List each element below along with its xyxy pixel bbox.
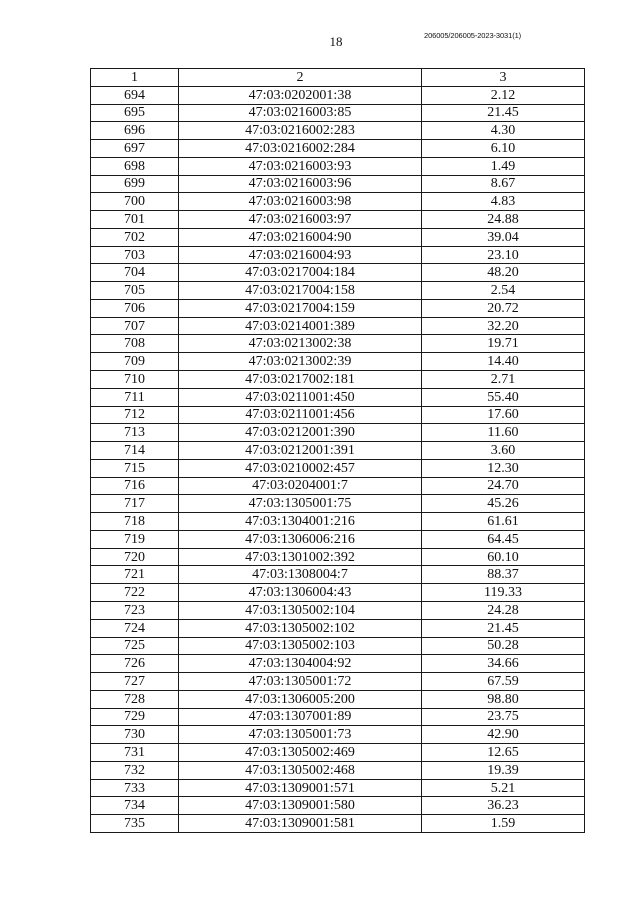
- table-row: [91, 211, 585, 229]
- row-number-cell: 718: [91, 513, 179, 531]
- area-value-cell: 50.28: [422, 637, 585, 655]
- row-number-cell: 715: [91, 459, 179, 477]
- table-row: [91, 264, 585, 282]
- row-number-cell: 723: [91, 601, 179, 619]
- row-number-cell: 710: [91, 371, 179, 389]
- row-number-cell: 733: [91, 779, 179, 797]
- table-row: [91, 690, 585, 708]
- table-row: [91, 584, 585, 602]
- cadastral-number-cell: 47:03:0216003:97: [179, 211, 422, 229]
- cadastral-number-cell: 47:03:1304004:92: [179, 655, 422, 673]
- table-row: [91, 299, 585, 317]
- area-value-cell: 98.80: [422, 690, 585, 708]
- table-row: [91, 601, 585, 619]
- cadastral-number-cell: 47:03:0217004:184: [179, 264, 422, 282]
- cadastral-number-cell: 47:03:1305002:103: [179, 637, 422, 655]
- table-row: [91, 655, 585, 673]
- row-number-cell: 705: [91, 282, 179, 300]
- area-value-cell: 19.39: [422, 761, 585, 779]
- cadastral-number-cell: 47:03:0210002:457: [179, 459, 422, 477]
- table-row: [91, 175, 585, 193]
- area-value-cell: 119.33: [422, 584, 585, 602]
- row-number-cell: 698: [91, 157, 179, 175]
- area-value-cell: 3.60: [422, 442, 585, 460]
- table-header-row: [91, 69, 585, 87]
- cadastral-number-cell: 47:03:0216003:85: [179, 104, 422, 122]
- table-row: [91, 282, 585, 300]
- cadastral-number-cell: 47:03:0216004:90: [179, 228, 422, 246]
- cadastral-number-cell: 47:03:1309001:581: [179, 815, 422, 833]
- area-value-cell: 24.28: [422, 601, 585, 619]
- column-header-3: 3: [422, 69, 585, 87]
- column-header-1: 1: [91, 69, 179, 87]
- table-row: [91, 122, 585, 140]
- cadastral-number-cell: 47:03:1305002:469: [179, 744, 422, 762]
- table-row: [91, 246, 585, 264]
- table-row: [91, 424, 585, 442]
- table-row: [91, 335, 585, 353]
- table-row: [91, 388, 585, 406]
- area-value-cell: 2.71: [422, 371, 585, 389]
- row-number-cell: 708: [91, 335, 179, 353]
- row-number-cell: 730: [91, 726, 179, 744]
- table-row: [91, 548, 585, 566]
- row-number-cell: 700: [91, 193, 179, 211]
- cadastral-number-cell: 47:03:1301002:392: [179, 548, 422, 566]
- page-number: 18: [329, 34, 343, 49]
- cadastral-number-cell: 47:03:1305002:104: [179, 601, 422, 619]
- area-value-cell: 45.26: [422, 495, 585, 513]
- cadastral-number-cell: 47:03:0217002:181: [179, 371, 422, 389]
- area-value-cell: 88.37: [422, 566, 585, 584]
- row-number-cell: 735: [91, 815, 179, 833]
- table-row: [91, 86, 585, 104]
- row-number-cell: 716: [91, 477, 179, 495]
- cadastral-number-cell: 47:03:0216003:96: [179, 175, 422, 193]
- table-row: [91, 104, 585, 122]
- row-number-cell: 699: [91, 175, 179, 193]
- area-value-cell: 60.10: [422, 548, 585, 566]
- table-row: [91, 637, 585, 655]
- area-value-cell: 21.45: [422, 104, 585, 122]
- cadastral-number-cell: 47:03:1304001:216: [179, 513, 422, 531]
- table-row: [91, 140, 585, 158]
- area-value-cell: 42.90: [422, 726, 585, 744]
- row-number-cell: 709: [91, 353, 179, 371]
- area-value-cell: 23.10: [422, 246, 585, 264]
- area-value-cell: 17.60: [422, 406, 585, 424]
- area-value-cell: 1.59: [422, 815, 585, 833]
- table-row: [91, 442, 585, 460]
- table-row: [91, 726, 585, 744]
- table-row: [91, 477, 585, 495]
- cadastral-number-cell: 47:03:0216003:98: [179, 193, 422, 211]
- table-row: [91, 228, 585, 246]
- area-value-cell: 8.67: [422, 175, 585, 193]
- row-number-cell: 707: [91, 317, 179, 335]
- area-value-cell: 12.30: [422, 459, 585, 477]
- cadastral-number-cell: 47:03:0204001:7: [179, 477, 422, 495]
- row-number-cell: 719: [91, 530, 179, 548]
- area-value-cell: 5.21: [422, 779, 585, 797]
- table-row: [91, 708, 585, 726]
- row-number-cell: 696: [91, 122, 179, 140]
- table-row: [91, 797, 585, 815]
- cadastral-number-cell: 47:03:1306005:200: [179, 690, 422, 708]
- area-value-cell: 6.10: [422, 140, 585, 158]
- table-row: [91, 353, 585, 371]
- cadastral-number-cell: 47:03:0202001:38: [179, 86, 422, 104]
- cadastral-number-cell: 47:03:0216002:283: [179, 122, 422, 140]
- cadastral-table: [90, 68, 585, 833]
- cadastral-number-cell: 47:03:0212001:391: [179, 442, 422, 460]
- area-value-cell: 67.59: [422, 673, 585, 691]
- area-value-cell: 2.12: [422, 86, 585, 104]
- cadastral-number-cell: 47:03:1309001:571: [179, 779, 422, 797]
- table-row: [91, 371, 585, 389]
- row-number-cell: 712: [91, 406, 179, 424]
- area-value-cell: 39.04: [422, 228, 585, 246]
- area-value-cell: 12.65: [422, 744, 585, 762]
- area-value-cell: 21.45: [422, 619, 585, 637]
- table-row: [91, 673, 585, 691]
- table-row: [91, 459, 585, 477]
- table-row: [91, 193, 585, 211]
- area-value-cell: 55.40: [422, 388, 585, 406]
- table-row: [91, 815, 585, 833]
- table-row: [91, 619, 585, 637]
- row-number-cell: 728: [91, 690, 179, 708]
- area-value-cell: 24.88: [422, 211, 585, 229]
- cadastral-number-cell: 47:03:0213002:38: [179, 335, 422, 353]
- row-number-cell: 727: [91, 673, 179, 691]
- row-number-cell: 725: [91, 637, 179, 655]
- row-number-cell: 697: [91, 140, 179, 158]
- table-row: [91, 495, 585, 513]
- area-value-cell: 11.60: [422, 424, 585, 442]
- cadastral-number-cell: 47:03:1305002:468: [179, 761, 422, 779]
- row-number-cell: 701: [91, 211, 179, 229]
- row-number-cell: 731: [91, 744, 179, 762]
- row-number-cell: 714: [91, 442, 179, 460]
- cadastral-number-cell: 47:03:1306004:43: [179, 584, 422, 602]
- row-number-cell: 722: [91, 584, 179, 602]
- table-row: [91, 779, 585, 797]
- area-value-cell: 64.45: [422, 530, 585, 548]
- cadastral-number-cell: 47:03:1307001:89: [179, 708, 422, 726]
- document-reference: 206005/206005-2023-3031(1): [424, 31, 522, 40]
- table-body: [91, 86, 585, 832]
- cadastral-number-cell: 47:03:0211001:456: [179, 406, 422, 424]
- cadastral-number-cell: 47:03:1305001:73: [179, 726, 422, 744]
- area-value-cell: 23.75: [422, 708, 585, 726]
- area-value-cell: 14.40: [422, 353, 585, 371]
- row-number-cell: 724: [91, 619, 179, 637]
- area-value-cell: 24.70: [422, 477, 585, 495]
- cadastral-number-cell: 47:03:1305001:75: [179, 495, 422, 513]
- area-value-cell: 19.71: [422, 335, 585, 353]
- area-value-cell: 36.23: [422, 797, 585, 815]
- row-number-cell: 726: [91, 655, 179, 673]
- area-value-cell: 61.61: [422, 513, 585, 531]
- area-value-cell: 34.66: [422, 655, 585, 673]
- row-number-cell: 704: [91, 264, 179, 282]
- row-number-cell: 721: [91, 566, 179, 584]
- table-row: [91, 317, 585, 335]
- cadastral-number-cell: 47:03:0213002:39: [179, 353, 422, 371]
- table-row: [91, 406, 585, 424]
- cadastral-number-cell: 47:03:1309001:580: [179, 797, 422, 815]
- cadastral-number-cell: 47:03:0217004:158: [179, 282, 422, 300]
- row-number-cell: 711: [91, 388, 179, 406]
- row-number-cell: 732: [91, 761, 179, 779]
- table-row: [91, 157, 585, 175]
- cadastral-number-cell: 47:03:0214001:389: [179, 317, 422, 335]
- row-number-cell: 706: [91, 299, 179, 317]
- area-value-cell: 20.72: [422, 299, 585, 317]
- row-number-cell: 713: [91, 424, 179, 442]
- cadastral-number-cell: 47:03:0212001:390: [179, 424, 422, 442]
- cadastral-number-cell: 47:03:0216002:284: [179, 140, 422, 158]
- row-number-cell: 720: [91, 548, 179, 566]
- cadastral-number-cell: 47:03:1306006:216: [179, 530, 422, 548]
- row-number-cell: 729: [91, 708, 179, 726]
- area-value-cell: 1.49: [422, 157, 585, 175]
- area-value-cell: 2.54: [422, 282, 585, 300]
- row-number-cell: 717: [91, 495, 179, 513]
- table-row: [91, 530, 585, 548]
- cadastral-number-cell: 47:03:1305001:72: [179, 673, 422, 691]
- row-number-cell: 695: [91, 104, 179, 122]
- row-number-cell: 734: [91, 797, 179, 815]
- area-value-cell: 32.20: [422, 317, 585, 335]
- row-number-cell: 703: [91, 246, 179, 264]
- cadastral-number-cell: 47:03:1308004:7: [179, 566, 422, 584]
- cadastral-number-cell: 47:03:0211001:450: [179, 388, 422, 406]
- column-header-2: 2: [179, 69, 422, 87]
- table-row: [91, 566, 585, 584]
- table-row: [91, 761, 585, 779]
- area-value-cell: 4.30: [422, 122, 585, 140]
- cadastral-number-cell: 47:03:1305002:102: [179, 619, 422, 637]
- area-value-cell: 4.83: [422, 193, 585, 211]
- cadastral-number-cell: 47:03:0217004:159: [179, 299, 422, 317]
- row-number-cell: 702: [91, 228, 179, 246]
- table-row: [91, 744, 585, 762]
- area-value-cell: 48.20: [422, 264, 585, 282]
- cadastral-number-cell: 47:03:0216004:93: [179, 246, 422, 264]
- table-row: [91, 513, 585, 531]
- row-number-cell: 694: [91, 86, 179, 104]
- cadastral-number-cell: 47:03:0216003:93: [179, 157, 422, 175]
